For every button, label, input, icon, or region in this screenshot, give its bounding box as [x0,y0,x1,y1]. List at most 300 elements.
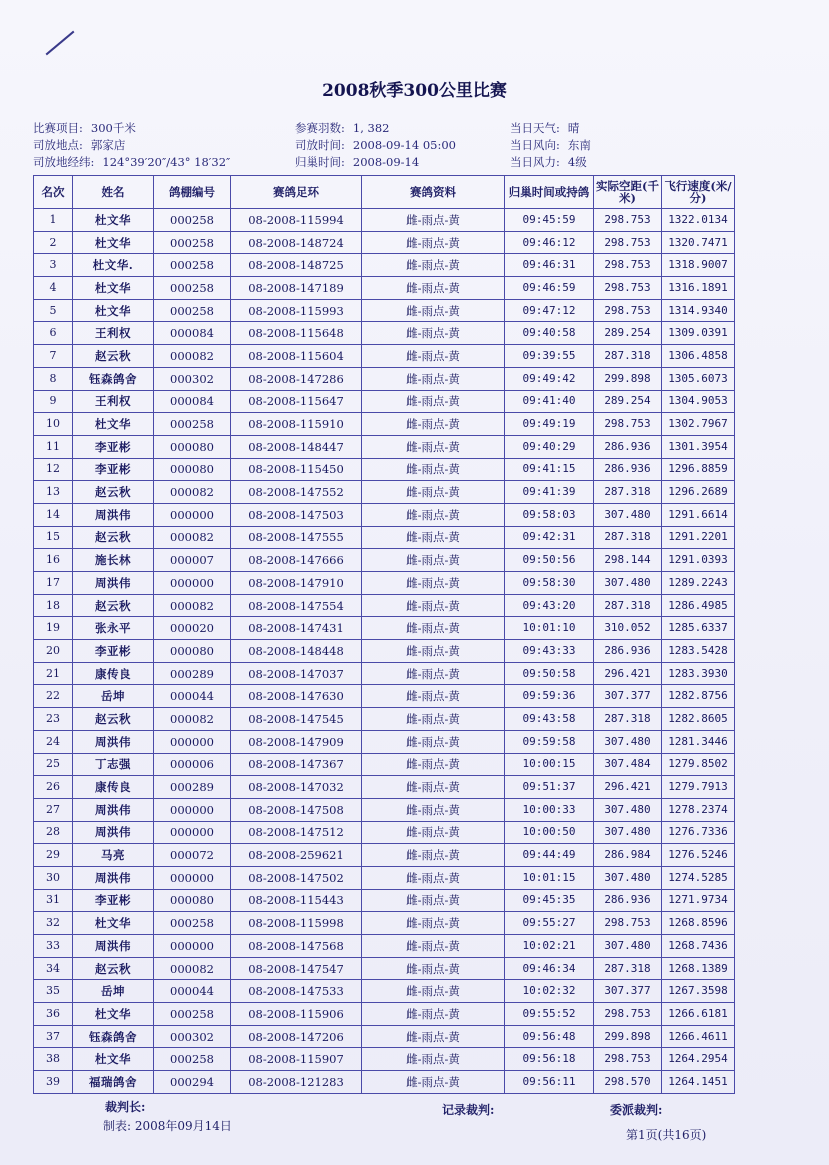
meta-count: 参赛羽数: 1, 382 [295,121,390,135]
cell-loft-number: 000000 [154,935,231,958]
cell-time: 09:49:19 [505,413,594,436]
pen-mark [46,31,75,56]
meta-release-site: 司放地点: 郭家店 [33,138,126,152]
cell-speed: 1271.9734 [662,889,735,912]
cell-ring: 08-2008-115907 [231,1048,362,1071]
cell-dist: 307.480 [594,503,662,526]
table-row [34,1048,735,1071]
cell-speed: 1274.5285 [662,866,735,889]
cell-name: 李亚彬 [73,640,154,663]
cell-time: 09:43:58 [505,708,594,731]
cell-rank: 25 [34,753,73,776]
cell-speed: 1322.0134 [662,209,735,232]
table-row [34,957,735,980]
cell-dist: 299.898 [594,367,662,390]
cell-name: 杜文华. [73,254,154,277]
cell-name: 杜文华 [73,1048,154,1071]
cell-speed: 1281.3446 [662,730,735,753]
cell-ring: 08-2008-115647 [231,390,362,413]
cell-dist: 307.480 [594,798,662,821]
cell-time: 09:55:52 [505,1003,594,1026]
cell-pigeon-info: 雌-雨点-黄 [362,481,505,504]
cell-time: 09:56:48 [505,1025,594,1048]
table-row [34,776,735,799]
cell-ring: 08-2008-147552 [231,481,362,504]
cell-pigeon-info: 雌-雨点-黄 [362,549,505,572]
table-row [34,277,735,300]
cell-speed: 1291.2201 [662,526,735,549]
cell-time: 09:40:58 [505,322,594,345]
cell-ring: 08-2008-147286 [231,367,362,390]
cell-name: 周洪伟 [73,821,154,844]
cell-dist: 299.898 [594,1025,662,1048]
cell-loft-number: 000302 [154,367,231,390]
cell-speed: 1309.0391 [662,322,735,345]
cell-rank: 17 [34,572,73,595]
header-return-time: 归巢时间或持鸽 [505,176,594,209]
cell-time: 09:45:59 [505,209,594,232]
cell-time: 09:40:29 [505,435,594,458]
cell-loft-number: 000000 [154,821,231,844]
table-row [34,844,735,867]
cell-loft-number: 000258 [154,209,231,232]
cell-dist: 298.144 [594,549,662,572]
header-name: 姓名 [73,176,154,209]
cell-name: 周洪伟 [73,866,154,889]
cell-name: 周洪伟 [73,798,154,821]
table-row [34,798,735,821]
cell-ring: 08-2008-147554 [231,594,362,617]
cell-loft-number: 000082 [154,526,231,549]
cell-loft-number: 000000 [154,866,231,889]
header-loft-number: 鸽棚编号 [154,176,231,209]
cell-dist: 298.753 [594,254,662,277]
cell-pigeon-info: 雌-雨点-黄 [362,889,505,912]
cell-speed: 1283.3930 [662,662,735,685]
cell-speed: 1268.7436 [662,935,735,958]
table-row [34,345,735,368]
cell-rank: 4 [34,277,73,300]
cell-name: 杜文华 [73,912,154,935]
cell-dist: 307.377 [594,980,662,1003]
cell-speed: 1289.2243 [662,572,735,595]
cell-rank: 7 [34,345,73,368]
cell-name: 杜文华 [73,209,154,232]
cell-name: 赵云秋 [73,526,154,549]
cell-ring: 08-2008-147037 [231,662,362,685]
cell-name: 张永平 [73,617,154,640]
cell-loft-number: 000080 [154,435,231,458]
cell-ring: 08-2008-148447 [231,435,362,458]
cell-loft-number: 000302 [154,1025,231,1048]
cell-speed: 1276.5246 [662,844,735,867]
cell-ring: 08-2008-121283 [231,1071,362,1094]
footer-made-by: 制表: 2008年09月14日 [103,1119,232,1133]
meta-wind-force: 当日风力: 4级 [510,155,587,169]
cell-pigeon-info: 雌-雨点-黄 [362,980,505,1003]
cell-pigeon-info: 雌-雨点-黄 [362,844,505,867]
cell-pigeon-info: 雌-雨点-黄 [362,753,505,776]
cell-speed: 1296.2689 [662,481,735,504]
cell-rank: 8 [34,367,73,390]
meta-release-time: 司放时间: 2008-09-14 05:00 [295,138,456,152]
cell-dist: 286.936 [594,435,662,458]
cell-dist: 307.480 [594,935,662,958]
table-row [34,231,735,254]
cell-dist: 298.753 [594,1003,662,1026]
table-row [34,367,735,390]
cell-name: 丁志强 [73,753,154,776]
footer-recorder-label: 记录裁判: [442,1103,495,1117]
cell-loft-number: 000258 [154,413,231,436]
header-rank: 名次 [34,176,73,209]
cell-time: 09:51:37 [505,776,594,799]
cell-name: 钰森鸽舍 [73,367,154,390]
cell-rank: 20 [34,640,73,663]
cell-speed: 1296.8859 [662,458,735,481]
cell-loft-number: 000258 [154,1003,231,1026]
cell-dist: 307.377 [594,685,662,708]
cell-dist: 298.753 [594,912,662,935]
cell-pigeon-info: 雌-雨点-黄 [362,526,505,549]
cell-loft-number: 000000 [154,798,231,821]
cell-pigeon-info: 雌-雨点-黄 [362,685,505,708]
cell-rank: 12 [34,458,73,481]
meta-weather: 当日天气: 晴 [510,121,580,135]
cell-dist: 287.318 [594,594,662,617]
cell-pigeon-info: 雌-雨点-黄 [362,277,505,300]
header-ring: 赛鸽足环 [231,176,362,209]
cell-time: 10:01:15 [505,866,594,889]
cell-time: 09:46:31 [505,254,594,277]
cell-rank: 30 [34,866,73,889]
cell-loft-number: 000082 [154,481,231,504]
table-row [34,980,735,1003]
cell-rank: 34 [34,957,73,980]
cell-dist: 310.052 [594,617,662,640]
cell-name: 杜文华 [73,1003,154,1026]
cell-pigeon-info: 雌-雨点-黄 [362,503,505,526]
table-row [34,594,735,617]
cell-rank: 22 [34,685,73,708]
cell-name: 赵云秋 [73,708,154,731]
cell-dist: 307.484 [594,753,662,776]
cell-loft-number: 000258 [154,299,231,322]
cell-ring: 08-2008-115443 [231,889,362,912]
cell-pigeon-info: 雌-雨点-黄 [362,1003,505,1026]
cell-time: 09:42:31 [505,526,594,549]
cell-ring: 08-2008-147431 [231,617,362,640]
cell-time: 10:00:50 [505,821,594,844]
cell-dist: 286.936 [594,458,662,481]
cell-loft-number: 000080 [154,640,231,663]
cell-speed: 1283.5428 [662,640,735,663]
cell-name: 赵云秋 [73,481,154,504]
results-table [33,175,735,1094]
cell-time: 10:01:10 [505,617,594,640]
cell-rank: 24 [34,730,73,753]
header-pigeon-info: 赛鸽资料 [362,176,505,209]
meta-wind-direction: 当日风向: 东南 [510,138,591,152]
cell-loft-number: 000082 [154,594,231,617]
cell-dist: 286.984 [594,844,662,867]
cell-rank: 35 [34,980,73,1003]
cell-speed: 1291.0393 [662,549,735,572]
cell-pigeon-info: 雌-雨点-黄 [362,345,505,368]
cell-name: 周洪伟 [73,572,154,595]
cell-speed: 1264.1451 [662,1071,735,1094]
cell-time: 09:58:03 [505,503,594,526]
cell-pigeon-info: 雌-雨点-黄 [362,390,505,413]
cell-dist: 298.753 [594,277,662,300]
cell-rank: 9 [34,390,73,413]
table-row [34,1003,735,1026]
cell-name: 李亚彬 [73,435,154,458]
table-row [34,299,735,322]
cell-pigeon-info: 雌-雨点-黄 [362,231,505,254]
table-row [34,935,735,958]
cell-dist: 307.480 [594,821,662,844]
cell-loft-number: 000080 [154,458,231,481]
cell-speed: 1304.9053 [662,390,735,413]
cell-loft-number: 000258 [154,912,231,935]
cell-loft-number: 000084 [154,322,231,345]
cell-loft-number: 000294 [154,1071,231,1094]
cell-name: 王利权 [73,322,154,345]
table-row [34,390,735,413]
cell-dist: 298.753 [594,299,662,322]
cell-pigeon-info: 雌-雨点-黄 [362,935,505,958]
cell-loft-number: 000084 [154,390,231,413]
header-distance: 实际空距(千米) [594,176,662,209]
cell-pigeon-info: 雌-雨点-黄 [362,254,505,277]
cell-dist: 298.753 [594,209,662,232]
cell-time: 09:49:42 [505,367,594,390]
cell-pigeon-info: 雌-雨点-黄 [362,572,505,595]
cell-pigeon-info: 雌-雨点-黄 [362,776,505,799]
cell-ring: 08-2008-147503 [231,503,362,526]
cell-name: 岳坤 [73,685,154,708]
cell-rank: 26 [34,776,73,799]
cell-rank: 39 [34,1071,73,1094]
cell-loft-number: 000007 [154,549,231,572]
cell-speed: 1279.8502 [662,753,735,776]
table-row [34,889,735,912]
cell-dist: 287.318 [594,526,662,549]
cell-dist: 298.570 [594,1071,662,1094]
cell-speed: 1314.9340 [662,299,735,322]
table-row [34,413,735,436]
cell-pigeon-info: 雌-雨点-黄 [362,367,505,390]
cell-pigeon-info: 雌-雨点-黄 [362,299,505,322]
cell-name: 赵云秋 [73,345,154,368]
cell-time: 09:50:56 [505,549,594,572]
cell-speed: 1305.6073 [662,367,735,390]
cell-name: 马亮 [73,844,154,867]
table-row [34,753,735,776]
cell-time: 10:02:21 [505,935,594,958]
cell-rank: 14 [34,503,73,526]
cell-name: 周洪伟 [73,935,154,958]
cell-ring: 08-2008-147545 [231,708,362,731]
footer-delegate-label: 委派裁判: [610,1103,663,1117]
cell-name: 李亚彬 [73,889,154,912]
cell-ring: 08-2008-147533 [231,980,362,1003]
cell-rank: 29 [34,844,73,867]
meta-project: 比赛项目: 300千米 [33,121,136,135]
table-row [34,662,735,685]
cell-rank: 16 [34,549,73,572]
cell-name: 钰森鸽舍 [73,1025,154,1048]
cell-ring: 08-2008-147502 [231,866,362,889]
cell-name: 福瑞鸽舍 [73,1071,154,1094]
cell-ring: 08-2008-147910 [231,572,362,595]
cell-rank: 28 [34,821,73,844]
cell-time: 09:46:59 [505,277,594,300]
cell-rank: 2 [34,231,73,254]
cell-speed: 1301.3954 [662,435,735,458]
table-row [34,1071,735,1094]
cell-pigeon-info: 雌-雨点-黄 [362,866,505,889]
cell-loft-number: 000000 [154,572,231,595]
table-row [34,730,735,753]
cell-pigeon-info: 雌-雨点-黄 [362,662,505,685]
cell-rank: 1 [34,209,73,232]
cell-pigeon-info: 雌-雨点-黄 [362,1071,505,1094]
cell-rank: 11 [34,435,73,458]
cell-time: 09:41:15 [505,458,594,481]
table-row [34,458,735,481]
cell-loft-number: 000082 [154,708,231,731]
cell-rank: 18 [34,594,73,617]
cell-dist: 298.753 [594,413,662,436]
cell-ring: 08-2008-115604 [231,345,362,368]
cell-time: 09:56:18 [505,1048,594,1071]
cell-pigeon-info: 雌-雨点-黄 [362,821,505,844]
cell-dist: 286.936 [594,889,662,912]
cell-rank: 36 [34,1003,73,1026]
cell-speed: 1266.4611 [662,1025,735,1048]
cell-loft-number: 000289 [154,662,231,685]
cell-name: 周洪伟 [73,503,154,526]
cell-dist: 307.480 [594,866,662,889]
results-table-body [34,209,735,1094]
cell-ring: 08-2008-147547 [231,957,362,980]
cell-ring: 08-2008-148448 [231,640,362,663]
cell-time: 09:56:11 [505,1071,594,1094]
cell-time: 09:50:58 [505,662,594,685]
cell-time: 10:00:15 [505,753,594,776]
cell-dist: 289.254 [594,322,662,345]
cell-dist: 307.480 [594,572,662,595]
cell-pigeon-info: 雌-雨点-黄 [362,798,505,821]
cell-loft-number: 000080 [154,889,231,912]
cell-loft-number: 000289 [154,776,231,799]
cell-rank: 13 [34,481,73,504]
cell-speed: 1316.1891 [662,277,735,300]
cell-dist: 307.480 [594,730,662,753]
table-row [34,435,735,458]
table-row [34,254,735,277]
cell-speed: 1278.2374 [662,798,735,821]
cell-pigeon-info: 雌-雨点-黄 [362,912,505,935]
cell-speed: 1318.9007 [662,254,735,277]
cell-loft-number: 000044 [154,685,231,708]
cell-name: 李亚彬 [73,458,154,481]
cell-pigeon-info: 雌-雨点-黄 [362,957,505,980]
document-title: 2008秋季300公里比赛 [322,81,507,101]
cell-speed: 1320.7471 [662,231,735,254]
cell-pigeon-info: 雌-雨点-黄 [362,594,505,617]
table-row [34,322,735,345]
table-row [34,617,735,640]
cell-ring: 08-2008-147909 [231,730,362,753]
cell-ring: 08-2008-115906 [231,1003,362,1026]
cell-loft-number: 000258 [154,254,231,277]
header-speed: 飞行速度(米/分) [662,176,735,209]
table-row [34,821,735,844]
cell-ring: 08-2008-147568 [231,935,362,958]
cell-loft-number: 000258 [154,277,231,300]
table-row [34,526,735,549]
cell-pigeon-info: 雌-雨点-黄 [362,1048,505,1071]
cell-pigeon-info: 雌-雨点-黄 [362,708,505,731]
cell-pigeon-info: 雌-雨点-黄 [362,617,505,640]
cell-rank: 31 [34,889,73,912]
cell-time: 09:41:40 [505,390,594,413]
cell-speed: 1282.8756 [662,685,735,708]
meta-return-time: 归巢时间: 2008-09-14 [295,155,420,169]
table-row [34,912,735,935]
cell-speed: 1291.6614 [662,503,735,526]
cell-ring: 08-2008-147512 [231,821,362,844]
cell-name: 岳坤 [73,980,154,1003]
cell-rank: 32 [34,912,73,935]
cell-speed: 1266.6181 [662,1003,735,1026]
cell-dist: 287.318 [594,345,662,368]
cell-rank: 15 [34,526,73,549]
cell-name: 康传良 [73,662,154,685]
footer-page-info: 第1页(共16页) [626,1128,707,1142]
cell-loft-number: 000000 [154,503,231,526]
results-table-header [34,176,735,209]
cell-pigeon-info: 雌-雨点-黄 [362,640,505,663]
cell-dist: 287.318 [594,957,662,980]
cell-rank: 6 [34,322,73,345]
cell-name: 施长林 [73,549,154,572]
table-row [34,572,735,595]
cell-loft-number: 000000 [154,730,231,753]
cell-ring: 08-2008-115993 [231,299,362,322]
cell-time: 09:46:12 [505,231,594,254]
cell-pigeon-info: 雌-雨点-黄 [362,730,505,753]
cell-speed: 1285.6337 [662,617,735,640]
table-row [34,708,735,731]
cell-time: 10:02:32 [505,980,594,1003]
cell-loft-number: 000020 [154,617,231,640]
cell-time: 09:43:33 [505,640,594,663]
cell-pigeon-info: 雌-雨点-黄 [362,413,505,436]
cell-time: 09:46:34 [505,957,594,980]
cell-dist: 298.753 [594,1048,662,1071]
cell-dist: 296.421 [594,776,662,799]
cell-time: 09:39:55 [505,345,594,368]
table-row [34,503,735,526]
cell-name: 杜文华 [73,277,154,300]
cell-rank: 3 [34,254,73,277]
cell-speed: 1267.3598 [662,980,735,1003]
cell-loft-number: 000006 [154,753,231,776]
